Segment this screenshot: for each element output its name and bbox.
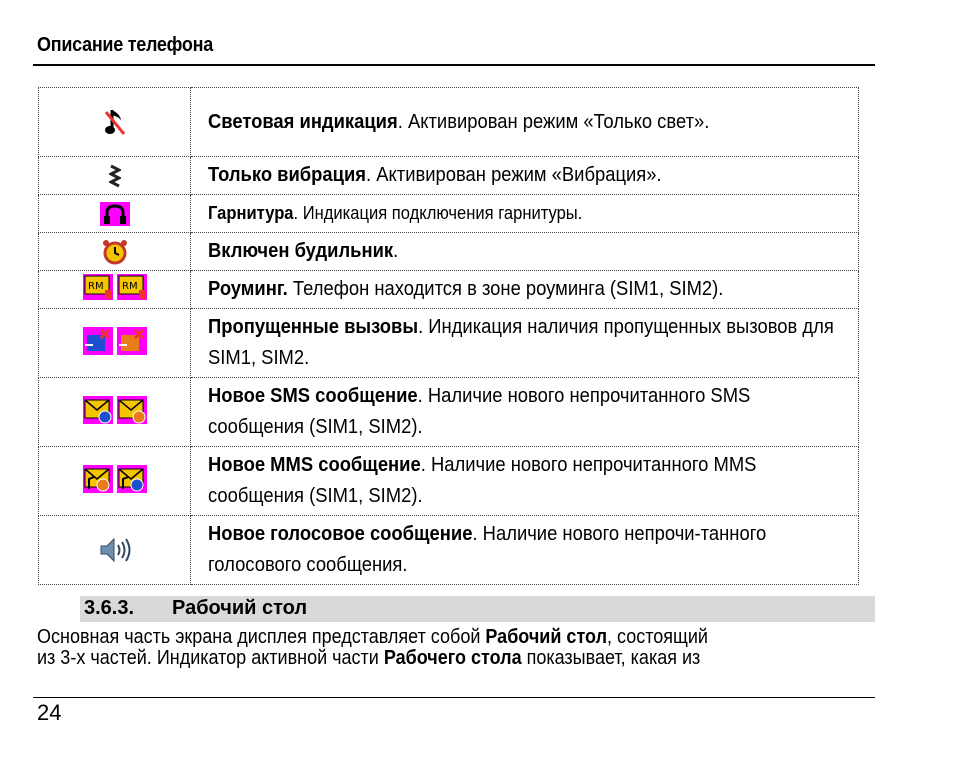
alarm-clock-icon [101,238,129,266]
icon-cell [39,233,191,271]
item-description: . [393,240,399,262]
item-title: Пропущенные вызовы [208,316,419,338]
item-title: Новое SMS сообщение [208,385,418,407]
table-row [39,195,859,233]
header-rule [33,64,875,66]
silent-note-icon [104,106,126,138]
item-description: . Активирован режим «Вибрация». [366,164,662,186]
missed-call-icon [117,327,147,355]
description-cell [191,88,859,157]
new-sms-icon [117,396,147,424]
item-title: Новое MMS сообщение [208,454,421,476]
table-row [39,233,859,271]
item-description: . Наличие нового непрочитанного MMS сообщения (SIM1, SIM2). [208,454,757,507]
description-cell [191,157,859,195]
description-cell [191,447,859,516]
icon-cell [39,516,191,585]
table-row [39,516,859,585]
icon-cell [39,309,191,378]
roaming-icon [117,274,147,300]
body-paragraph [37,627,875,669]
headset-icon [100,202,130,226]
section-number: 3.6.3. [84,597,135,619]
paragraph-line [37,627,791,648]
roaming-icon [83,274,113,300]
paragraph-line [37,648,791,669]
item-description: . Наличие нового непрочи-танного голосового сообщения. [208,523,767,576]
item-title: Включен будильник [208,240,394,262]
bold-term: Рабочего стола [383,647,522,669]
table-row [39,309,859,378]
icon-cell [39,271,191,309]
new-mms-icon [83,465,113,493]
icon-cell [39,378,191,447]
table-row [39,447,859,516]
item-title: Роуминг. [208,278,288,300]
page-header-title: Описание телефона [37,34,213,56]
status-icons-table [38,87,859,585]
table-row [39,271,859,309]
svg-text:RM: RM [121,281,138,292]
item-title: Новое голосовое сообщение [208,523,473,545]
item-title: Только вибрация [208,164,367,186]
section-title: Рабочий стол [172,597,308,619]
icon-cell [39,157,191,195]
text-span: , состоящий [607,626,708,648]
text-span: из 3-х частей. Индикатор активной части [37,647,384,669]
item-title: Световая индикация [208,110,398,133]
description-cell [191,309,859,378]
text-span: показывает, какая из [521,647,701,669]
footer-rule [33,697,875,698]
vibration-icon [109,164,121,188]
icon-cell [39,447,191,516]
bold-term: Рабочий стол [485,626,608,648]
new-sms-icon [83,396,113,424]
table-row [39,157,859,195]
item-description: . Активирован режим «Только свет». [397,110,710,133]
item-description: . Индикация наличия пропущенных вызовов для SIM1, SIM2. [208,316,834,369]
item-description: . Наличие нового непрочитанного SMS сообщения (SIM1, SIM2). [208,385,751,438]
voice-message-icon [98,535,132,565]
item-description: Телефон находится в зоне роуминга (SIM1, SIM2). [287,278,724,300]
description-cell [191,378,859,447]
page-number: 24 [37,700,62,725]
new-mms-icon [117,465,147,493]
description-cell [191,516,859,585]
table-row [39,88,859,157]
item-title: Гарнитура [208,203,294,223]
description-cell [191,271,859,309]
description-cell [191,233,859,271]
table-row [39,378,859,447]
description-cell [191,195,859,233]
svg-text:RM: RM [87,281,104,292]
missed-call-icon [83,327,113,355]
icon-cell [39,195,191,233]
item-description: . Индикация подключения гарнитуры. [293,203,583,223]
icon-cell [39,88,191,157]
text-span: Основная часть экрана дисплея представляет собой [37,626,486,648]
